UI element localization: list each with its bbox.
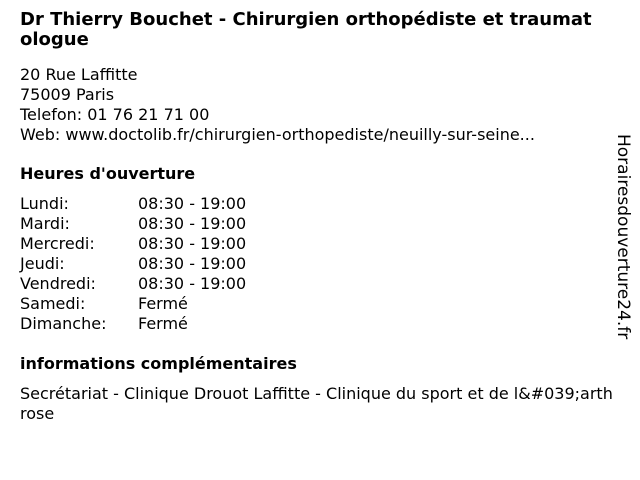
- hours-value: 08:30 - 19:00: [138, 234, 247, 253]
- street-address: 20 Rue Laffitte: [20, 65, 138, 84]
- hours-value: 08:30 - 19:00: [138, 274, 247, 293]
- hours-row-monday: [20, 194, 320, 214]
- page-title: Dr Thierry Bouchet - Chirurgien orthopédiste et traumatologue: [20, 9, 592, 50]
- city-postal-code: 75009 Paris: [20, 85, 115, 104]
- day-label: Mardi:: [20, 214, 70, 233]
- additional-info-text: Secrétariat - Clinique Drouot Laffitte - Clinique du sport et de l&#039;arthrose: [20, 384, 613, 423]
- hours-value: Fermé: [138, 294, 188, 313]
- hours-row-friday: [20, 274, 320, 294]
- phone-number: Telefon: 01 76 21 71 00: [20, 105, 210, 124]
- day-label: Vendredi:: [20, 274, 96, 293]
- hours-row-saturday: [20, 294, 320, 314]
- day-label: Samedi:: [20, 294, 86, 313]
- site-watermark: Horairesdouverture24.fr: [613, 134, 633, 340]
- hours-row-wednesday: [20, 234, 320, 254]
- opening-hours-table: [20, 194, 320, 334]
- hours-value: 08:30 - 19:00: [138, 214, 247, 233]
- day-label: Dimanche:: [20, 314, 107, 333]
- hours-value: 08:30 - 19:00: [138, 254, 247, 273]
- day-label: Jeudi:: [20, 254, 65, 273]
- opening-hours-heading: Heures d'ouverture: [20, 164, 196, 183]
- hours-value: Fermé: [138, 314, 188, 333]
- website-link[interactable]: Web: www.doctolib.fr/chirurgien-orthopediste/neuilly-sur-seine...: [20, 125, 535, 144]
- additional-info-heading: informations complémentaires: [20, 354, 297, 373]
- hours-row-tuesday: [20, 214, 320, 234]
- hours-value: 08:30 - 19:00: [138, 194, 247, 213]
- day-label: Mercredi:: [20, 234, 95, 253]
- hours-row-sunday: [20, 314, 320, 334]
- day-label: Lundi:: [20, 194, 69, 213]
- address-block: [20, 65, 600, 145]
- hours-row-thursday: [20, 254, 320, 274]
